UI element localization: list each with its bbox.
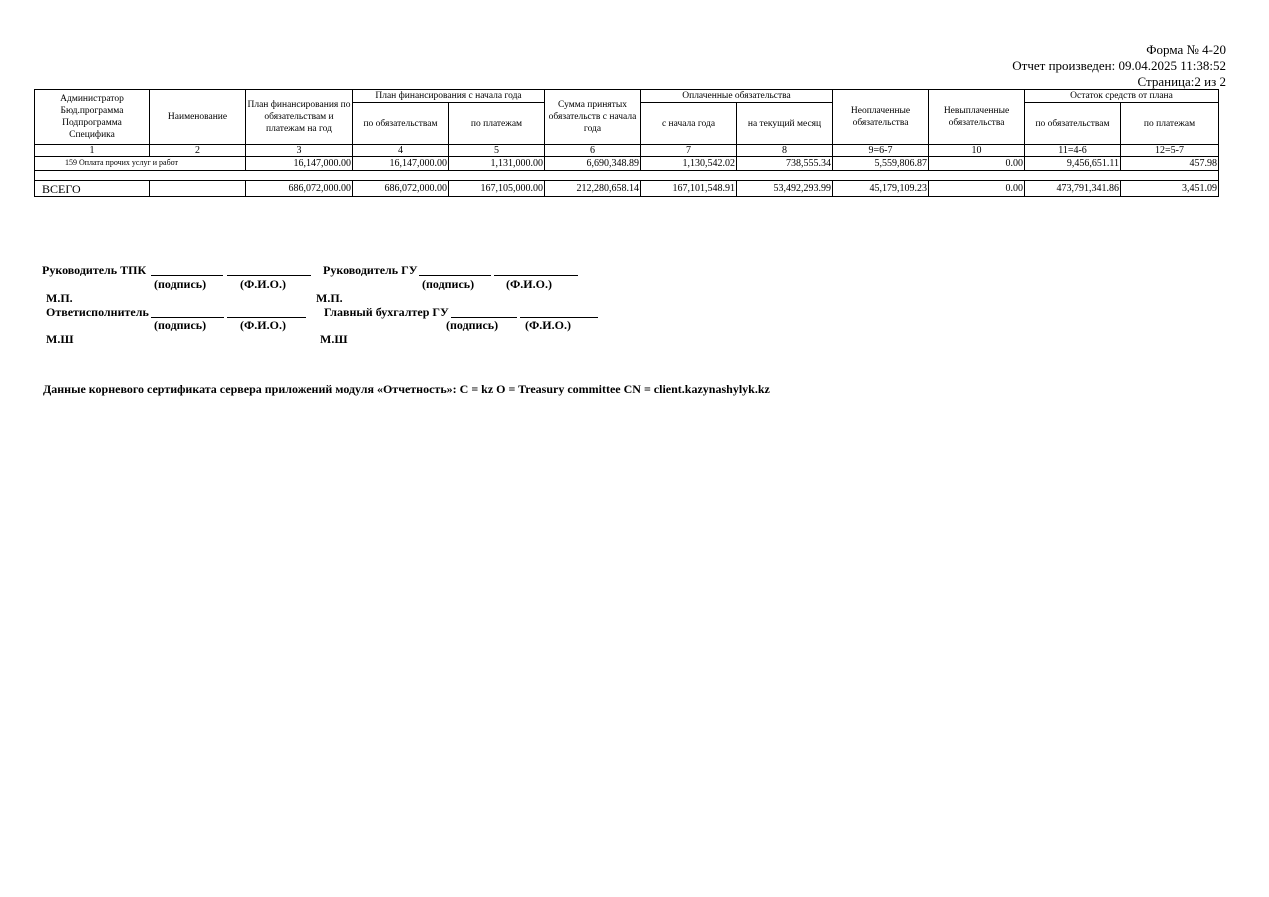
column-numbers-row (35, 145, 1219, 157)
table-cell: 6,690,348.89 (545, 157, 641, 171)
col-head-plan-payments: по платежам (449, 103, 545, 145)
signature-caption: (подпись) (446, 318, 499, 332)
head-tpk-fio-line (227, 275, 311, 276)
column-number: 7 (641, 145, 737, 157)
column-number: 10 (929, 145, 1025, 157)
column-number: 4 (353, 145, 449, 157)
table-cell: 1,130,542.02 (641, 157, 737, 171)
table-cell: 16,147,000.00 (246, 157, 353, 171)
col-head-unpaid: Неоплаченные обязательства (833, 90, 929, 145)
table-cell: 0.00 (929, 157, 1025, 171)
total-cell: 686,072,000.00 (246, 181, 353, 197)
column-number: 6 (545, 145, 641, 157)
col-head-accepted: Сумма принятых обязательств с начала года (545, 90, 641, 145)
table-cell (150, 181, 246, 197)
head-gu-signature-line (419, 275, 491, 276)
column-number: 11=4-6 (1025, 145, 1121, 157)
fio-caption: (Ф.И.О.) (525, 318, 571, 332)
col-head-admin-line: Бюд.программа (60, 106, 124, 116)
total-cell: 3,451.09 (1121, 181, 1219, 197)
signature-caption: (подпись) (154, 277, 207, 291)
form-number: Форма № 4-20 (1146, 42, 1226, 57)
col-head-rest-payments: по платежам (1121, 103, 1219, 145)
table-cell: 16,147,000.00 (353, 157, 449, 171)
row-label: 159 Оплата прочих услуг и работ (35, 157, 246, 171)
fio-caption: (Ф.И.О.) (240, 318, 286, 332)
total-label: ВСЕГО (35, 181, 150, 197)
stamp-mp: М.П. (316, 291, 343, 305)
total-cell: 167,101,548.91 (641, 181, 737, 197)
chief-accountant-label: Главный бухгалтер ГУ (324, 305, 449, 319)
signature-caption: (подпись) (154, 318, 207, 332)
total-cell: 212,280,658.14 (545, 181, 641, 197)
group-head-paid: Оплаченные обязательства (641, 90, 833, 103)
table-cell: 1,131,000.00 (449, 157, 545, 171)
column-number: 1 (35, 145, 150, 157)
table-cell: 5,559,806.87 (833, 157, 929, 171)
stamp-mp: М.П. (46, 291, 73, 305)
spacer-cell (35, 171, 1219, 181)
stamp-msh: М.Ш (46, 332, 74, 346)
col-head-admin-line: Подпрограмма (62, 118, 122, 128)
report-timestamp: Отчет произведен: 09.04.2025 11:38:52 (1012, 58, 1226, 73)
table-cell: 9,456,651.11 (1025, 157, 1121, 171)
col-head-paid-month: на текущий месяц (737, 103, 833, 145)
column-number: 12=5-7 (1121, 145, 1219, 157)
stamp-msh: М.Ш (320, 332, 348, 346)
col-head-admin-line: Администратор (60, 94, 124, 104)
column-number: 3 (246, 145, 353, 157)
total-cell: 473,791,341.86 (1025, 181, 1121, 197)
column-number: 9=6-7 (833, 145, 929, 157)
signature-caption: (подпись) (422, 277, 475, 291)
column-number: 8 (737, 145, 833, 157)
head-tpk-signature-line (151, 275, 223, 276)
total-cell: 686,072,000.00 (353, 181, 449, 197)
col-head-annual-plan: План финансирования по обязательствам и платежам на год (246, 90, 353, 145)
head-gu-label: Руководитель ГУ (323, 263, 418, 277)
col-head-admin (35, 90, 150, 145)
head-tpk-label: Руководитель ТПК (42, 263, 147, 277)
col-head-admin-line: Специфика (69, 130, 115, 140)
column-number: 2 (150, 145, 246, 157)
report-table (34, 89, 1219, 197)
table-row (35, 157, 1219, 171)
fio-caption: (Ф.И.О.) (240, 277, 286, 291)
total-cell: 0.00 (929, 181, 1025, 197)
col-head-plan-obligations: по обязательствам (353, 103, 449, 145)
certificate-info: Данные корневого сертификата сервера приложений модуля «Отчетность»: C = kz O = Treasury committee CN = client.kazynashylyk.kz (43, 382, 770, 396)
total-cell: 45,179,109.23 (833, 181, 929, 197)
executor-label: Ответисполнитель (46, 305, 149, 319)
total-cell: 167,105,000.00 (449, 181, 545, 197)
spacer-row (35, 171, 1219, 181)
table-cell: 738,555.34 (737, 157, 833, 171)
col-head-unissued: Невыплаченные обязательства (929, 90, 1025, 145)
col-head-paid-year: с начала года (641, 103, 737, 145)
table-cell: 457.98 (1121, 157, 1219, 171)
col-head-rest-obligations: по обязательствам (1025, 103, 1121, 145)
fio-caption: (Ф.И.О.) (506, 277, 552, 291)
group-head-plan: План финансирования с начала года (353, 90, 545, 103)
head-gu-fio-line (494, 275, 578, 276)
total-cell: 53,492,293.99 (737, 181, 833, 197)
col-head-name: Наименование (150, 90, 246, 145)
column-number: 5 (449, 145, 545, 157)
page-indicator: Страница:2 из 2 (1137, 74, 1226, 89)
group-head-rest: Остаток средств от плана (1025, 90, 1219, 103)
total-row (35, 181, 1219, 197)
